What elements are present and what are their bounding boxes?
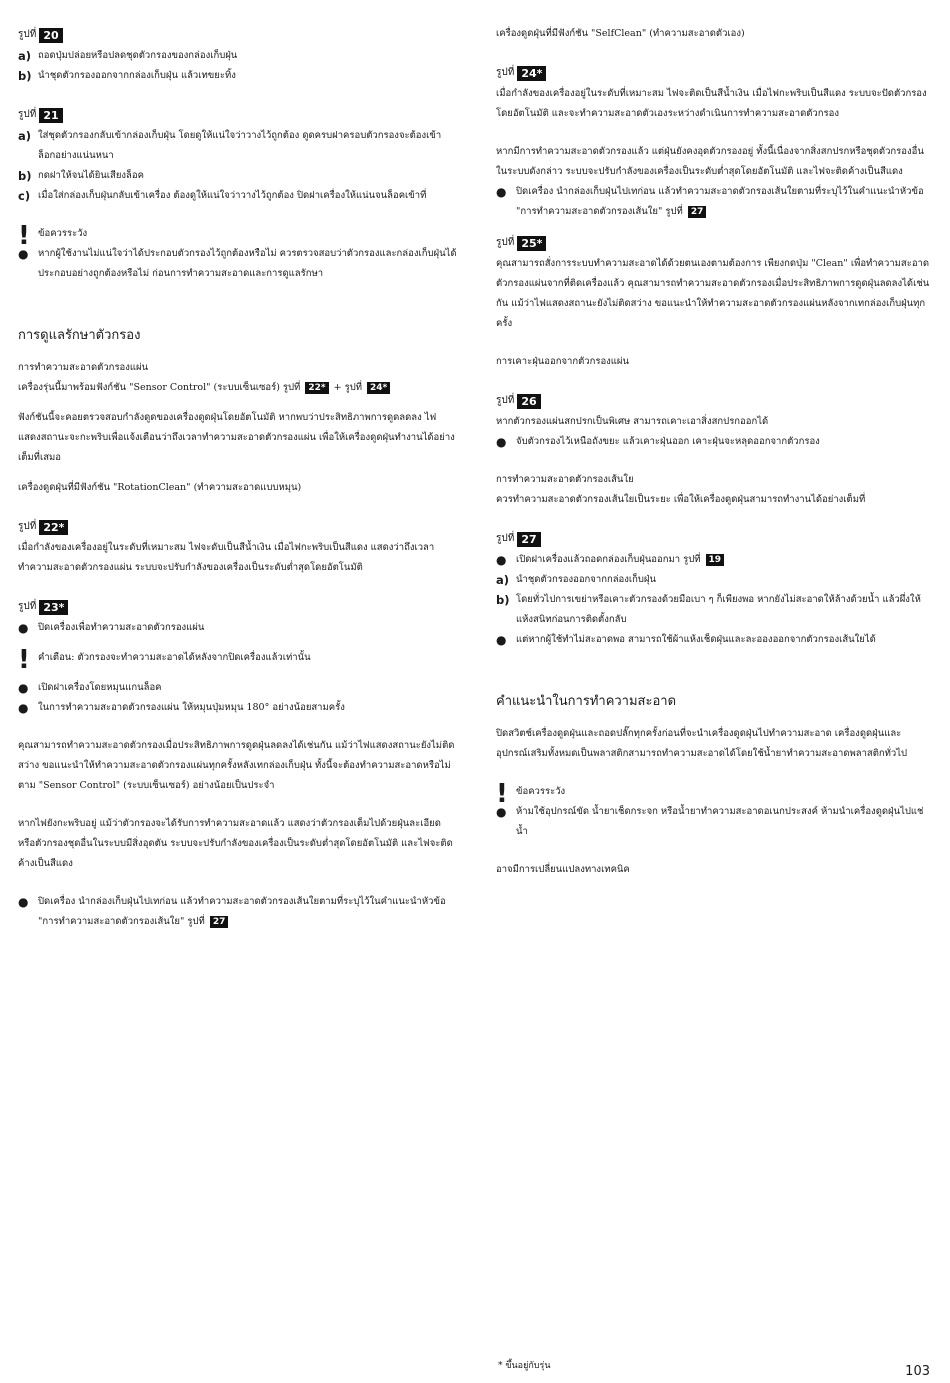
list-item-text [38,892,458,932]
caution-item [496,802,932,842]
subheading: การทำความสะอาดตัวกรองแผ่น [18,362,149,373]
list-item-text: ในการทำความสะอาดตัวกรองแผ่น ให้หมุนปุ่มหมุน 180° อย่างน้อยสามครั้ง [38,702,345,713]
caution-text: หากผู้ใช้งานไม่แน่ใจว่าได้ประกอบตัวกรองไว้ถูกต้องหรือไม่ ควรตรวจสอบว่าตัวกรองและกล่องเก็บฝุ่นได้ประกอบอย่างถูกต้องหรือไม่ ก่อนการทำความสะอาดและการดูแลรักษา [38,248,457,279]
step-letter: b) [18,69,32,83]
caution-item [18,244,458,284]
bullet-icon: ● [18,681,29,695]
step-text: นำชุดตัวกรองออกจากกล่องเก็บฝุ่น แล้วเทขยะทิ้ง [38,70,236,81]
figure-label: รูปที่ [18,29,37,40]
exclamation-icon: ! [18,645,30,675]
step-text: ใส่ชุดตัวกรองกลับเข้ากล่องเก็บฝุ่น โดยดูให้แน่ใจว่าวางไว้ถูกต้อง ดูดครบฝาครอบตัวกรองจะต้องเข้าล็อกอย่างแน่นหนา [38,130,442,161]
caution-note [496,779,932,842]
list-item-text-body: ปิดเครื่อง นำกล่องเก็บฝุ่นไปเทก่อน แล้วทำความสะอาดตัวกรองเส้นใยตามที่ระบุไว้ในคำแนะนำหัวข้อ "การทำความสะอาดตัวกรองเส้นใย" รูปที่ [38,896,446,927]
step-a [496,570,932,590]
paragraph: เมื่อกำลังของเครื่องอยู่ในระดับที่เหมาะสม ไฟจะดับเป็นสีน้ำเงิน เมื่อไฟกะพริบเป็นสีแดง แสดงว่าถึงเวลาทำความสะอาดตัวกรองแผ่น ระบบจะปรับกำลังของเครื่องเป็นระดับต่ำสุดโดยอัตโนมัติ [18,542,435,573]
paragraph: ปิดสวิตช์เครื่องดูดฝุ่นและถอดปลั๊กทุกครั้งก่อนที่จะนำเครื่องดูดฝุ่นไปทำความสะอาด เครื่องดูดฝุ่นและอุปกรณ์เสริมทั้งหมดเป็นพลาสติกสามารถทำความสะอาดได้โดยใช้น้ำยาทำความสะอาดพลาสติกทั่วไป [496,728,908,759]
figure-ref-20 [18,24,458,46]
figure-ref-23 [18,596,458,618]
bullet-icon: ● [18,701,29,715]
bullet-icon: ● [18,247,29,261]
left-column [18,24,458,932]
technical-change-note: อาจมีการเปลี่ยนแปลงทางเทคนิค [496,864,630,875]
figure-label: รูปที่ [496,237,515,248]
step-b [18,166,458,186]
figure-badge: 22* [305,382,328,394]
step-text: เมื่อใส่กล่องเก็บฝุ่นกลับเข้าเครื่อง ต้องดูให้แน่ใจว่าวางไว้ถูกต้อง ปิดฝาเครื่องให้แน่นจนล็อคเข้าที่ [38,190,427,201]
figure-label: รูปที่ [496,395,515,406]
paragraph: หากไฟยังกะพริบอยู่ แม้ว่าตัวกรองจะได้รับการทำความสะอาดแล้ว แสดงว่าตัวกรองเต็มไปด้วยฝุ่นละเอียด หรือตัวกรองชุดอื่นในระบบมีสิ่งอุดตัน ระบบจะปรับกำลังของเครื่องเป็นระดับต่ำสุดโดยอัตโนมัติ และไฟจะติดค้างเป็นสีแดง [18,818,453,869]
figure-label: รูปที่ [496,533,515,544]
list-item [496,630,932,650]
section-heading: คำแนะนำในการทำความสะอาด [496,694,677,709]
figure-badge: 23* [39,600,68,615]
list-item [18,618,458,638]
step-text: กดฝาให้จนได้ยินเสียงล็อค [38,170,144,181]
paragraph: หากมีการทำความสะอาดตัวกรองแล้ว แต่ฝุ่นยังคงอุดตัวกรองอยู่ ทั้งนี้เนื่องจากสิ่งสกปรกหรือชุดตัวกรองอื่นในระบบดังกล่าว ระบบจะปรับกำลังของเครื่องเป็นระดับต่ำสุดโดยอัตโนมัติ และไฟจะติดค้างเป็นสีแดง [496,146,924,177]
paragraph: ฟังก์ชันนี้จะคอยตรวจสอบกำลังดูดของเครื่องดูดฝุ่นโดยอัตโนมัติ หากพบว่าประสิทธิภาพการดูดลดลง ไฟแสดงสถานะจะกะพริบเพื่อแจ้งเตือนว่าถึงเวลาทำความสะอาดตัวกรองแผ่น เพื่อให้เครื่องดูดฝุ่นทำงานได้อย่างเต็มที่เสมอ [18,412,455,463]
page-number: 103 [905,1364,930,1379]
list-item [18,698,458,718]
list-item-text: เปิดฝาเครื่องโดยหมุนแกนล็อค [38,682,162,693]
list-item [496,432,932,452]
figure-ref-24 [496,62,932,84]
list-item-text: แต่หากผู้ใช้ทำไม่สะอาดพอ สามารถใช้ผ้าแห้งเช็ดฝุ่นและละอองออกจากตัวกรองเส้นใยได้ [516,634,876,645]
bullet-icon: ● [496,553,507,567]
figure-badge: 25* [517,236,546,251]
exclamation-icon: ! [18,221,30,251]
figure-ref-22 [18,516,458,538]
list-item-text-body: เปิดฝาเครื่องแล้วถอดกล่องเก็บฝุ่นออกมา รูปที่ [516,554,701,565]
warning-note [18,645,458,675]
subheading: การทำความสะอาดตัวกรองเส้นใย [496,474,634,485]
plus-figure-text: + รูปที่ [333,382,362,393]
figure-ref-21 [18,104,458,126]
list-item [18,892,458,932]
figure-badge: 21 [39,108,62,123]
bullet-icon: ● [496,633,507,647]
right-column [496,24,932,880]
list-item-text [516,182,932,222]
figure-badge: 27 [688,206,707,218]
figure-badge: 19 [706,554,725,566]
sensor-control-line [18,378,458,398]
paragraph: คุณสามารถทำความสะอาดตัวกรองเมื่อประสิทธิภาพการดูดฝุ่นลดลงได้เช่นกัน แม้ว่าไฟแสดงสถานะยังไม่ติดสว่าง ขอแนะนำให้ทำความสะอาดตัวกรองแผ่นทุกครั้งหลังเทกล่องเก็บฝุ่น ทั้งนี้จะต้องทำความสะอาดหรือไม่ตาม "Sensor Control" (ระบบเซ็นเซอร์) อย่างน้อยเป็นประจำ [18,740,455,791]
step-b [18,66,458,86]
paragraph: หากตัวกรองแผ่นสกปรกเป็นพิเศษ สามารถเคาะเอาสิ่งสกปรกออกได้ [496,416,769,427]
step-a [18,126,458,166]
step-letter: b) [18,169,32,183]
figure-ref-27 [496,528,932,550]
subheading: การเคาะฝุ่นออกจากตัวกรองแผ่น [496,356,629,367]
step-c [18,186,458,206]
figure-badge: 24* [367,382,390,394]
figure-badge: 24* [517,66,546,81]
warning-text: คำเตือน: ตัวกรองจะทำความสะอาดได้หลังจากปิดเครื่องแล้วเท่านั้น [38,652,311,663]
figure-ref-25 [496,232,932,254]
figure-label: รูปที่ [18,109,37,120]
figure-badge: 27 [210,916,229,928]
caution-text: ห้ามใช้อุปกรณ์ขัด น้ำยาเช็ดกระจก หรือน้ำยาทำความสะอาดอเนกประสงค์ ห้ามนำเครื่องดูดฝุ่นไปแช่น้ำ [516,806,924,837]
figure-badge: 20 [39,28,62,43]
footnote: * ขึ้นอยู่กับรุ่น [498,1361,551,1371]
list-item [496,182,932,222]
caution-title: ข้อควรระวัง [516,786,566,797]
list-item [496,550,932,570]
section-heading: การดูแลรักษาตัวกรอง [18,328,141,343]
exclamation-icon: ! [496,779,508,809]
list-item-text: จับตัวกรองไว้เหนือถังขยะ แล้วเคาะฝุ่นออก เคาะฝุ่นจะหลุดออกจากตัวกรอง [516,436,820,447]
step-text: นำชุดตัวกรองออกจากกล่องเก็บฝุ่น [516,574,656,585]
figure-label: รูปที่ [496,67,515,78]
caution-title: ข้อควรระวัง [38,228,88,239]
step-text: ถอดปุ่มปล่อยหรือปลดชุดตัวกรองของกล่องเก็บฝุ่น [38,50,238,61]
paragraph: คุณสามารถสั่งการระบบทำความสะอาดได้ด้วยตนเองตามต้องการ เพียงกดปุ่ม "Clean" เพื่อทำความสะอาดตัวกรองแผ่นจากที่ติดเครื่องแล้ว คุณสามารถทำความสะอาดตัวกรองเมื่อประสิทธิภาพการดูดฝุ่นลดลงได้เช่นกัน แม้ว่าไฟแสดงสถานะยังไม่ติดสว่าง ขอแนะนำให้ทำความสะอาดตัวกรองแผ่นหลังจากเทกล่องเก็บฝุ่นทุกครั้ง [496,258,930,329]
bullet-icon: ● [496,185,507,199]
bullet-icon: ● [496,435,507,449]
bullet-icon: ● [496,805,507,819]
step-letter: a) [496,573,510,587]
list-item-text-body: ปิดเครื่อง นำกล่องเก็บฝุ่นไปเทก่อน แล้วทำความสะอาดตัวกรองเส้นใยตามที่ระบุไว้ในคำแนะนำหัวข้อ "การทำความสะอาดตัวกรองเส้นใย" รูปที่ [516,186,924,217]
figure-badge: 26 [517,394,540,409]
step-letter: a) [18,49,32,63]
paragraph: เมื่อกำลังของเครื่องอยู่ในระดับที่เหมาะสม ไฟจะติดเป็นสีน้ำเงิน เมื่อไฟกะพริบเป็นสีแดง ระบบจะปัดตัวกรองโดยอัตโนมัติ และจะทำความสะอาดตัวเองระหว่างดำเนินการทำความสะอาดตัวกรอง [496,88,927,119]
list-item-text: ปิดเครื่องเพื่อทำความสะอาดตัวกรองแผ่น [38,622,205,633]
step-letter: c) [18,189,31,203]
figure-badge: 27 [517,532,540,547]
step-b [496,590,932,630]
paragraph: ควรทำความสะอาดตัวกรองเส้นใยเป็นระยะ เพื่อให้เครื่องดูดฝุ่นสามารถทำงานได้อย่างเต็มที่ [496,494,866,505]
paragraph: เครื่องดูดฝุ่นที่มีฟังก์ชัน "SelfClean" (ทำความสะอาดตัวเอง) [496,28,745,39]
caution-note [18,221,458,284]
bullet-icon: ● [18,621,29,635]
paragraph: เครื่องดูดฝุ่นที่มีฟังก์ชัน "RotationClean" (ทำความสะอาดแบบหมุน) [18,482,302,493]
figure-label: รูปที่ [18,601,37,612]
list-item-text [516,550,932,570]
bullet-icon: ● [18,895,29,909]
sensor-control-text: เครื่องรุ่นนี้มาพร้อมฟังก์ชัน "Sensor Control" (ระบบเซ็นเซอร์) รูปที่ [18,382,301,393]
figure-ref-26 [496,390,932,412]
step-text: โดยทั่วไปการเขย่าหรือเคาะตัวกรองด้วยมือเบา ๆ ก็เพียงพอ หากยังไม่สะอาดให้ล้างด้วยน้ำ แล้วผึ่งให้แห้งสนิทก่อนการติดตั้งกลับ [516,594,921,625]
figure-label: รูปที่ [18,521,37,532]
step-letter: b) [496,593,510,607]
step-letter: a) [18,129,32,143]
figure-badge: 22* [39,520,68,535]
list-item [18,678,458,698]
step-a [18,46,458,66]
